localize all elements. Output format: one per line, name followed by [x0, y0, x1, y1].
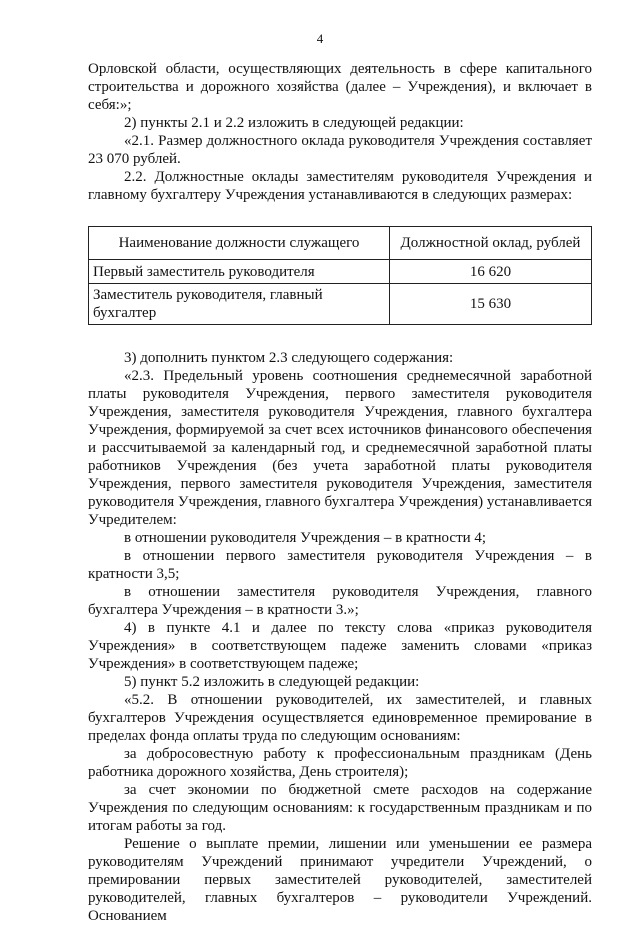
- salary-table: [88, 226, 592, 325]
- table-header-row: [89, 227, 592, 260]
- paragraph-item-4: 4) в пункте 4.1 и далее по тексту слова «приказ руководителя Учреждения» в соответствующем падеже заменить словами «приказ Учреждения» в соответствующем падеже;: [88, 620, 592, 672]
- paragraph-ratio-first-deputy: в отношении первого заместителя руководителя Учреждения – в кратности 3,5;: [88, 548, 592, 582]
- paragraph-ratio-deputy: в отношении заместителя руководителя Учреждения, главного бухгалтера Учреждения – в кратности 3.»;: [88, 584, 592, 618]
- table-row: [89, 260, 592, 284]
- paragraph-item-2: 2) пункты 2.1 и 2.2 изложить в следующей редакции:: [124, 115, 464, 131]
- table-cell-salary: 15 630: [390, 284, 592, 325]
- table-header-salary: Должностной оклад, рублей: [390, 227, 592, 260]
- paragraph-bonus-holidays: за добросовестную работу к профессиональным праздникам (День работника дорожного хозяйства, День строителя);: [88, 746, 592, 780]
- document-body: [88, 60, 592, 925]
- paragraph-clause-5-2: «5.2. В отношении руководителей, их заместителей, и главных бухгалтеров Учреждения осуществляется единовременное премирование в пределах фонда оплаты труда по следующим основаниям:: [88, 692, 592, 744]
- paragraph-intro-continuation: Орловской области, осуществляющих деятельность в сфере капитального строительства и дорожного хозяйства (далее – Учреждения), и включает в себя:»;: [88, 61, 592, 113]
- table-cell-position: Первый заместитель руководителя: [89, 260, 390, 284]
- table-header-position: Наименование должности служащего: [89, 227, 390, 260]
- paragraph-item-5: 5) пункт 5.2 изложить в следующей редакции:: [124, 674, 420, 690]
- paragraph-bonus-savings: за счет экономии по бюджетной смете расходов на содержание Учреждения по следующим основаниям: к государственным праздникам и по итогам работы за год.: [88, 782, 592, 834]
- table-cell-position: Заместитель руководителя, главный бухгалтер: [89, 284, 390, 325]
- paragraph-clause-2-3: «2.3. Предельный уровень соотношения среднемесячной заработной платы руководителя Учреждения, первого заместителя руководителя Учреждения, заместителя руководителя Учреждения, главного бухгалтера Учреждения, формируемой за счет всех источников финансового обеспечения и рассчитываемой за календарный год, и среднемесячной заработной платы работников Учреждения (без учета заработной платы руководителя Учреждения, первого заместителя руководителя Учреждения, заместителя руководителя Учреждения, главного бухгалтера Учреждения) устанавливается Учредителем:: [88, 368, 592, 528]
- paragraph-clause-2-1: «2.1. Размер должностного оклада руководителя Учреждения составляет 23 070 рублей.: [88, 133, 592, 167]
- page-number: 4: [316, 31, 324, 46]
- paragraph-item-3: 3) дополнить пунктом 2.3 следующего содержания:: [124, 350, 454, 366]
- paragraph-clause-2-2: 2.2. Должностные оклады заместителям руководителя Учреждения и главному бухгалтеру Учреждения устанавливаются в следующих размерах:: [88, 169, 592, 203]
- table-cell-salary: 16 620: [390, 260, 592, 284]
- paragraph-bonus-decision: Решение о выплате премии, лишении или уменьшении ее размера руководителям Учреждений принимают учредители Учреждений, о премировании первых заместителей руководителей, заместителей руководителей, главных бухгалтеров – руководители Учреждений. Основанием: [88, 836, 592, 924]
- paragraph-ratio-head: в отношении руководителя Учреждения – в кратности 4;: [124, 530, 487, 546]
- table-row: [89, 284, 592, 325]
